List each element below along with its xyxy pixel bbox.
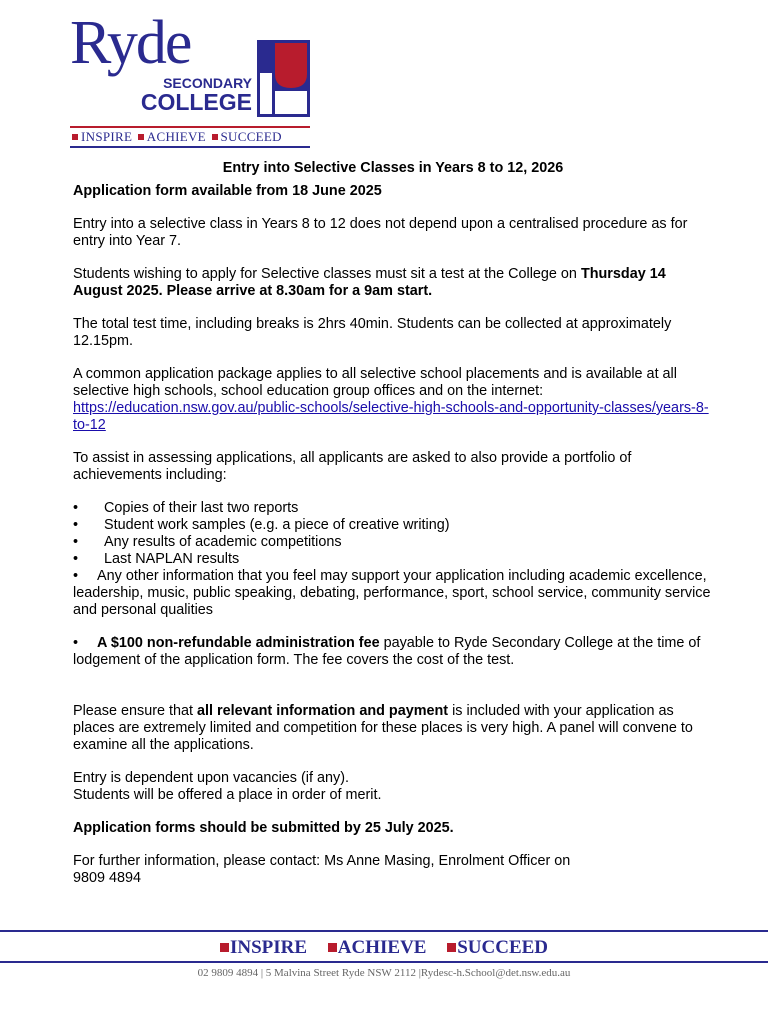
motto-square-icon	[212, 134, 218, 140]
footer-motto-succeed: SUCCEED	[457, 937, 549, 958]
logo-red-rule	[70, 126, 310, 128]
test-date-intro: Students wishing to apply for Selective classes must sit a test at the College on	[73, 266, 581, 282]
list-item	[73, 551, 713, 568]
paragraph-vacancies	[73, 770, 713, 804]
paragraph-application-package	[73, 366, 713, 434]
submission-deadline: Application forms should be submitted by 25 July 2025.	[73, 820, 454, 836]
motto-square-icon	[328, 943, 337, 952]
document-subtitle: Application form available from 18 June 2025	[73, 183, 382, 199]
bullet-icon: •	[73, 551, 79, 567]
bullet-icon: •	[73, 534, 79, 550]
logo-motto-inspire: INSPIRE	[81, 129, 133, 144]
motto-square-icon	[72, 134, 78, 140]
footer-bottom-rule	[0, 961, 768, 963]
paragraph-entry: Entry into a selective class in Years 8 to 12 does not depend upon a centralised procedure as for entry into Year 7.	[73, 216, 688, 249]
logo-blue-rule	[70, 146, 310, 148]
list-item-text: Copies of their last two reports	[104, 500, 299, 516]
vacancies-line: Entry is dependent upon vacancies (if any).	[73, 770, 349, 786]
list-item-text: Student work samples (e.g. a piece of creative writing)	[104, 517, 450, 533]
school-logo	[70, 9, 315, 144]
paragraph-contact	[73, 853, 713, 887]
bullet-icon: •	[73, 500, 79, 516]
education-website-link[interactable]: https://education.nsw.gov.au/public-schools/selective-high-schools-and-opportunity-classes/years-8-to-12	[73, 400, 709, 433]
fee-bold: A $100 non-refundable administration fee	[97, 635, 380, 651]
portfolio-list	[73, 500, 713, 619]
paragraph-test-time: The total test time, including breaks is 2hrs 40min. Students can be collected at approximately 12.15pm.	[73, 316, 672, 349]
paragraph-portfolio: To assist in assessing applications, all applicants are asked to also provide a portfolio of achievements including:	[73, 450, 632, 483]
list-item-text: Last NAPLAN results	[104, 551, 240, 567]
contact-phone: 9809 4894	[73, 870, 142, 886]
ensure-bold: all relevant information and payment	[197, 703, 449, 719]
ensure-rest: is included with your application as places are extremely limited and competition for these places is very high. A panel will convene to examine all the applications.	[73, 703, 693, 753]
motto-square-icon	[138, 134, 144, 140]
logo-college-text: COLLEGE	[140, 89, 252, 115]
merit-line: Students will be offered a place in order of merit.	[73, 787, 382, 803]
logo-emblem-icon	[257, 40, 310, 117]
motto-square-icon	[220, 943, 229, 952]
bullet-icon: •	[73, 635, 79, 651]
logo-motto-achieve: ACHIEVE	[146, 129, 206, 144]
footer-top-rule	[0, 930, 768, 932]
bullet-icon: •	[73, 517, 79, 533]
fee-item	[73, 635, 713, 669]
ensure-intro: Please ensure that	[73, 703, 197, 719]
footer-motto-achieve: ACHIEVE	[337, 937, 427, 958]
paragraph-ensure	[73, 703, 713, 754]
footer-motto	[0, 936, 768, 960]
footer-motto-inspire: INSPIRE	[229, 937, 308, 958]
logo-motto	[70, 129, 310, 144]
footer-address: 02 9809 4894 | 5 Malvina Street Ryde NSW 2112 |Rydesc-h.School@det.nsw.edu.au	[197, 967, 571, 979]
list-item	[73, 517, 713, 534]
document-title: Entry into Selective Classes in Years 8 to 12, 2026	[222, 160, 564, 176]
list-item	[73, 534, 713, 551]
list-item	[73, 568, 713, 619]
application-package-text: A common application package applies to all selective school placements and is available at all selective high schools, school education group offices and on the internet:	[73, 366, 677, 399]
logo-motto-succeed: SUCCEED	[220, 129, 282, 144]
logo-secondary-text: SECONDARY	[163, 75, 252, 91]
list-item-text: Any results of academic competitions	[104, 534, 342, 550]
logo-wordmark: Ryde	[70, 9, 191, 77]
bullet-icon: •	[73, 568, 79, 584]
fee-text: payable to Ryde Secondary College at the time of lodgement of the application form. The fee covers the cost of the test.	[73, 635, 701, 668]
document-body	[73, 160, 713, 903]
paragraph-test-date	[73, 266, 713, 300]
motto-square-icon	[447, 943, 456, 952]
test-date-bold: Thursday 14 August 2025. Please arrive at 8.30am for a 9am start.	[73, 266, 666, 299]
list-item-text: Any other information that you feel may support your application including academic excellence, leadership, music, public speaking, debating, performance, sport, school service, community service and personal qualities	[73, 568, 711, 618]
contact-line: For further information, please contact: Ms Anne Masing, Enrolment Officer on	[73, 853, 571, 869]
list-item	[73, 500, 713, 517]
